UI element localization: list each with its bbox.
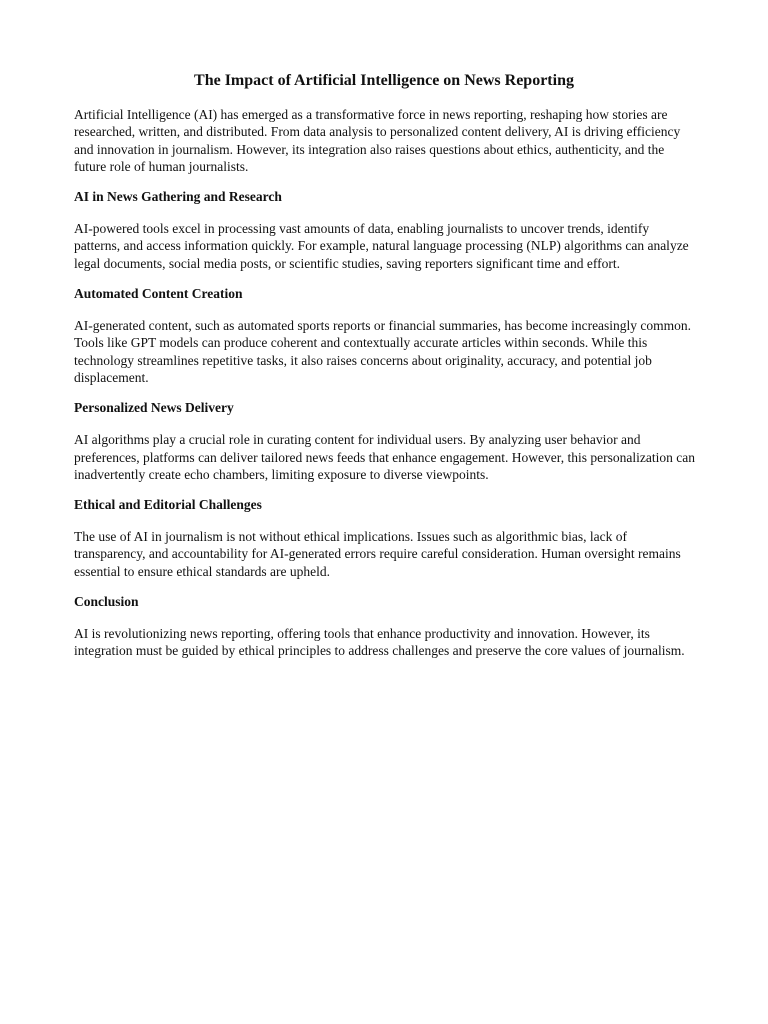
document-title: The Impact of Artificial Intelligence on News Reporting [194, 72, 574, 89]
section-body-news-gathering: AI-powered tools excel in processing vast amounts of data, enabling journalists to uncover trends, identify patterns, and access information quickly. For example, natural language processing (NLP) algorithms can analyze legal documents, social media posts, or scientific studies, saving reporters significant time and effort. [74, 221, 689, 271]
section-heading-ethical-challenges: Ethical and Editorial Challenges [74, 497, 262, 513]
section-heading-news-gathering: AI in News Gathering and Research [74, 189, 282, 205]
section-heading-personalized-news: Personalized News Delivery [74, 400, 234, 416]
section-body-automated-content: AI-generated content, such as automated sports reports or financial summaries, has become increasingly common. Tools like GPT models can produce coherent and contextually accurate articles within seconds. While this technology streamlines repetitive tasks, it also raises concerns about originality, accuracy, and potential job displacement. [74, 318, 692, 385]
section-body-conclusion: AI is revolutionizing news reporting, offering tools that enhance productivity and innovation. However, its integration must be guided by ethical principles to address challenges and preserve the core values of journalism. [74, 626, 685, 659]
section-heading-conclusion: Conclusion [74, 594, 139, 610]
section-heading-automated-content: Automated Content Creation [74, 286, 243, 302]
section-body-personalized-news: AI algorithms play a crucial role in curating content for individual users. By analyzing user behavior and preferences, platforms can deliver tailored news feeds that enhance engagement. However, this personalization can inadvertently create echo chambers, limiting exposure to diverse viewpoints. [74, 432, 695, 482]
document-body [74, 106, 698, 660]
section-body-ethical-challenges: The use of AI in journalism is not without ethical implications. Issues such as algorithmic bias, lack of transparency, and accountability for AI-generated errors require careful consideration. Human oversight remains essential to ensure ethical standards are upheld. [74, 529, 681, 579]
intro-paragraph: Artificial Intelligence (AI) has emerged as a transformative force in news reporting, reshaping how stories are researched, written, and distributed. From data analysis to personalized content delivery, AI is driving efficiency and innovation in journalism. However, its integration also raises questions about ethics, authenticity, and the future role of human journalists. [74, 107, 681, 174]
